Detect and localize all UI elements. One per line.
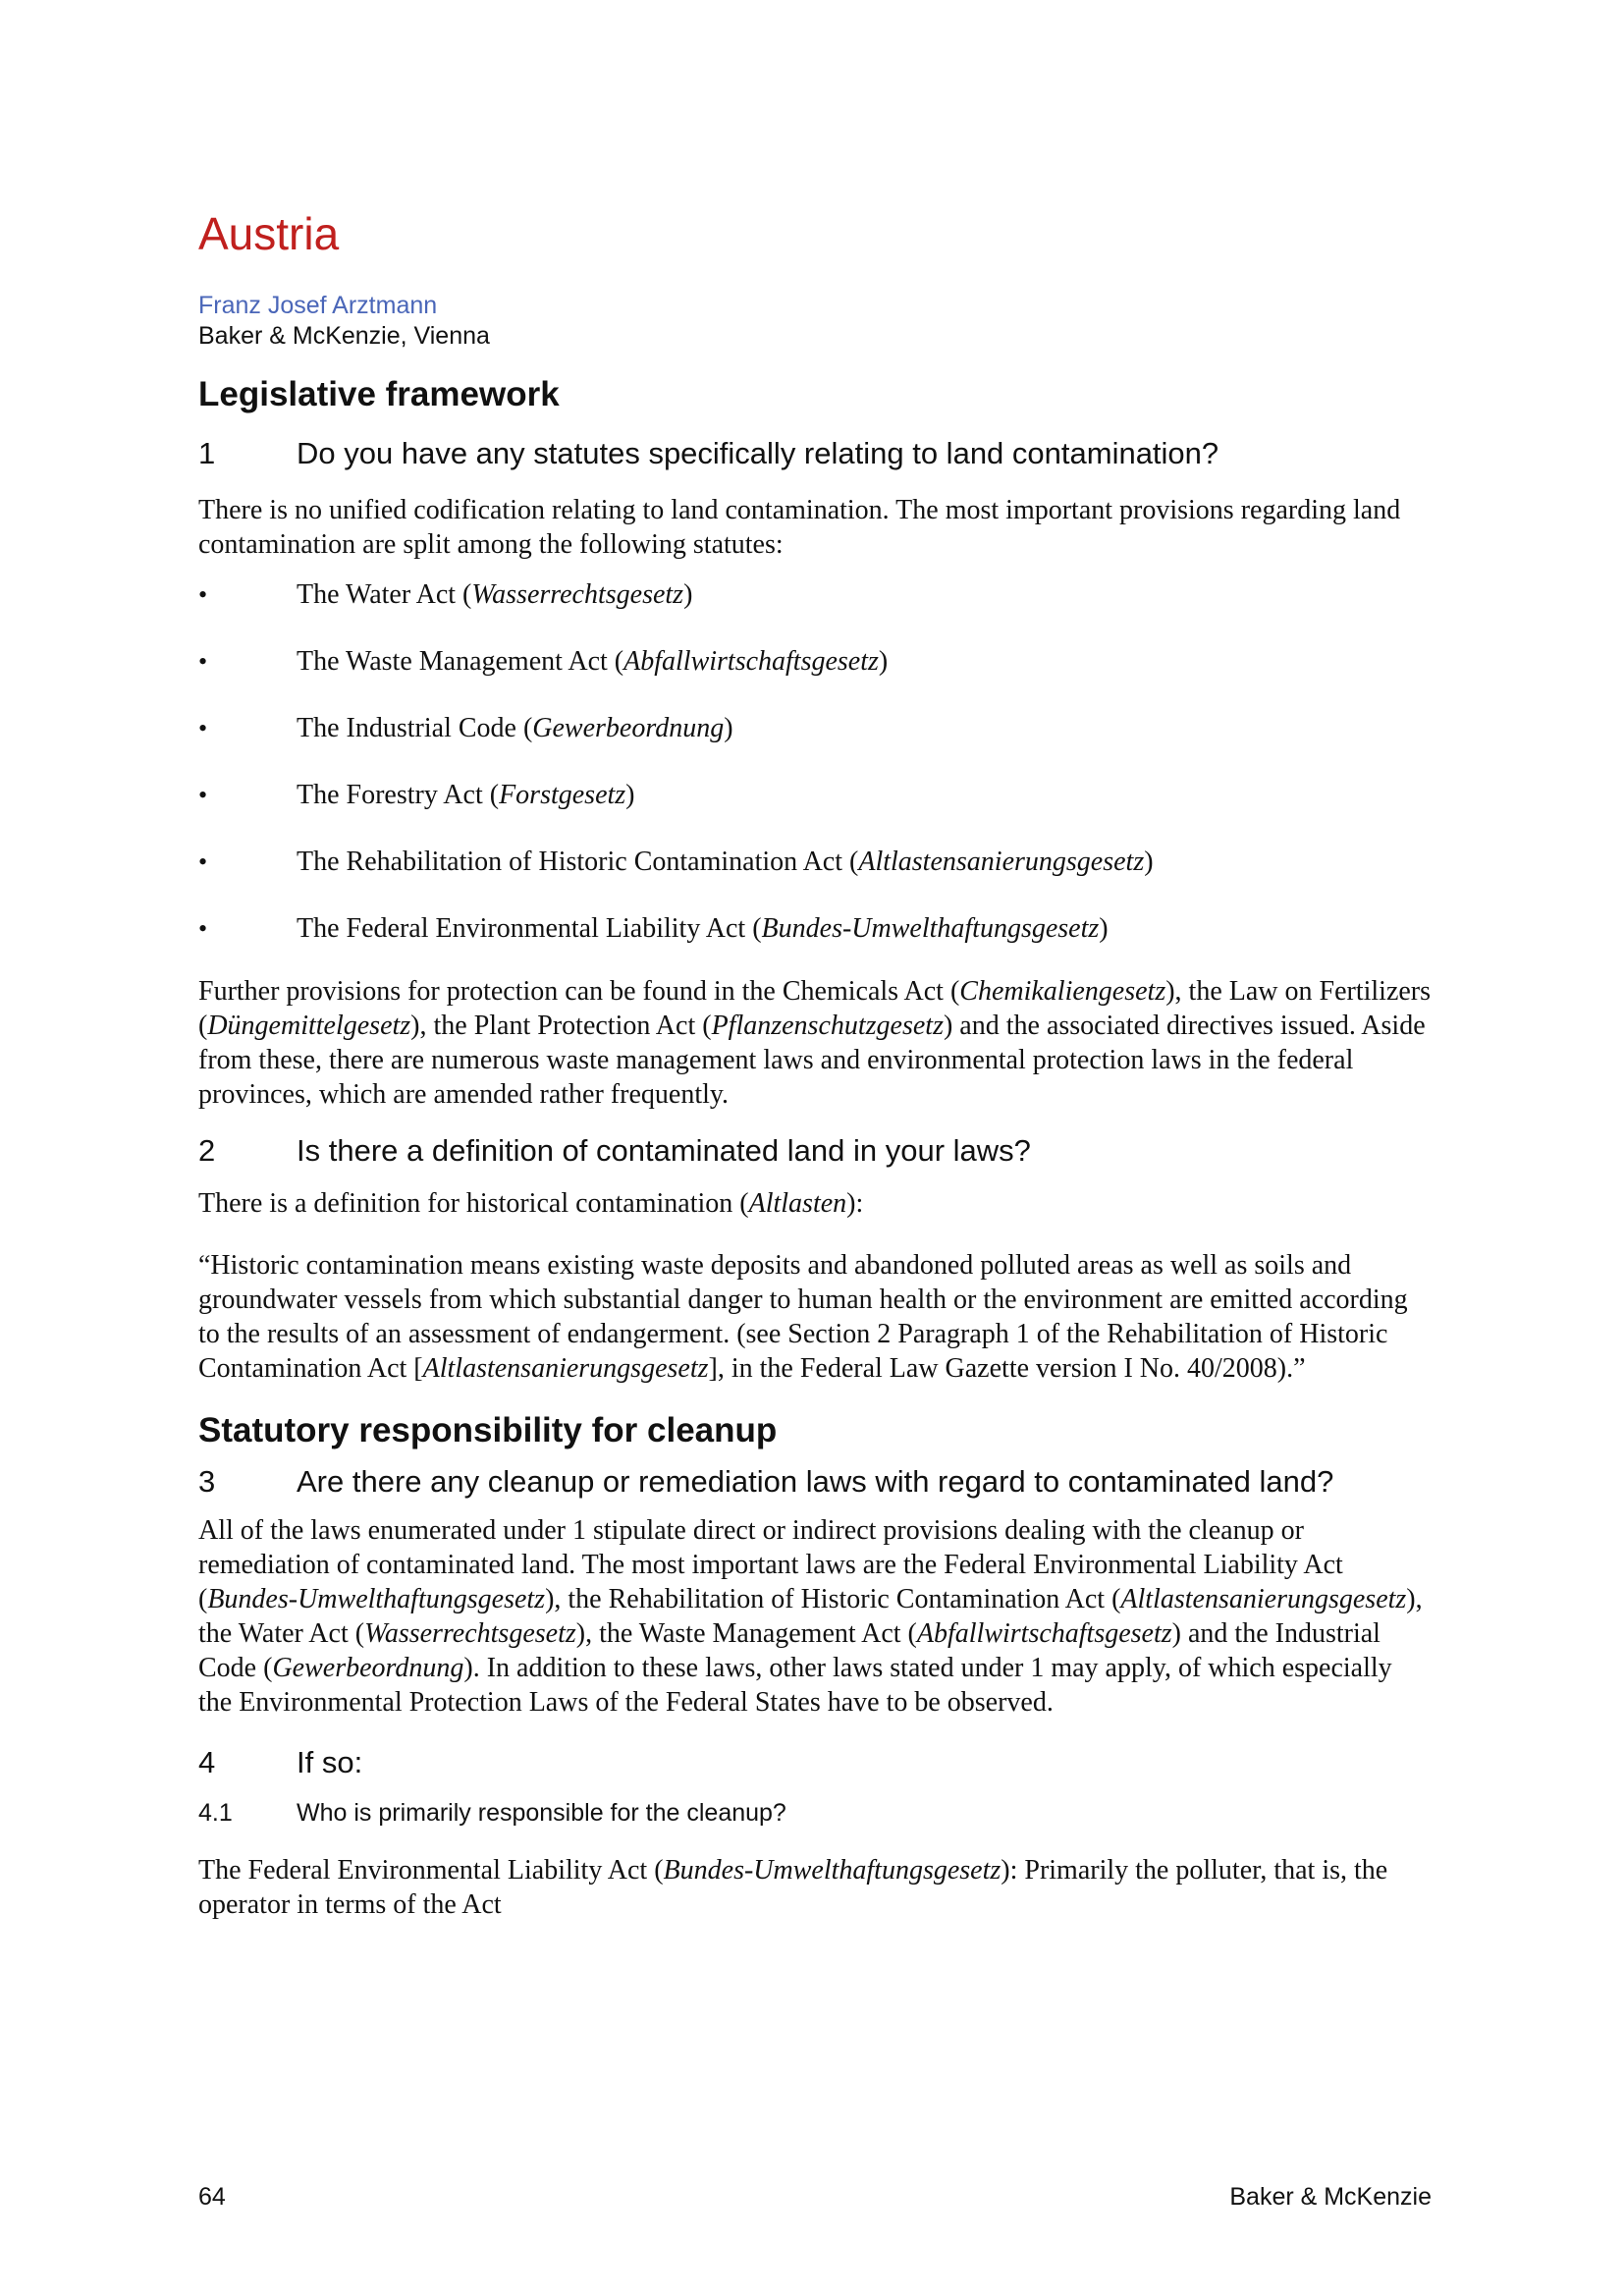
list-item: • The Rehabilitation of Historic Contamination Act (Altlastensanierungsgesetz) [198,845,1432,880]
list-item: • The Waste Management Act (Abfallwirtschaftsgesetz) [198,644,1432,680]
paragraph-further-provisions: Further provisions for protection can be found in the Chemicals Act (Chemikaliengesetz), the Law on Fertilizers (Düngemittelgesetz), the Plant Protection Act (Pflanzenschutzgesetz) and the associated directives issued. Aside from these, there are numerous waste management laws and environmental protection laws in the federal provinces, which are amended rather frequently. [198,976,1432,1110]
footer-publisher: Baker & McKenzie [1229,2183,1432,2211]
subquestion-text: Who is primarily responsible for the cleanup? [297,1799,786,1827]
question-text: If so: [297,1745,363,1779]
question-1 [198,434,1432,473]
document-page [198,206,1432,1922]
bullet-icon: • [198,647,208,676]
question-number: 3 [198,1464,216,1499]
list-item: • The Federal Environmental Liability Act (Bundes-Umwelthaftungsgesetz) [198,911,1432,947]
question-4-1 [198,1796,1432,1830]
section-heading-statutory-responsibility: Statutory responsibility for cleanup [198,1411,778,1449]
paragraph-intro: There is no unified codification relating to land contamination. The most important provisions regarding land contamination are split among the following statutes: [198,495,1401,560]
question-number: 2 [198,1133,216,1168]
question-4 [198,1743,1432,1782]
paragraph-quote: “Historic contamination means existing waste deposits and abandoned polluted areas as well as soils and groundwater vessels from which substantial danger to human health or the environment are emitted according to the results of an assessment of endangerment. (see Section 2 Paragraph 1 of the Rehabilitation of Historic Contamination Act [Altlastensanierungsgesetz], in the Federal Law Gazette version I No. 40/2008).” [198,1250,1408,1384]
statutes-list [198,577,1432,947]
subquestion-number: 4.1 [198,1799,233,1827]
bullet-icon: • [198,714,208,742]
paragraph-responsible-party: The Federal Environmental Liability Act (Bundes-Umwelthaftungsgesetz): Primarily the polluter, that is, the operator in terms of the Act [198,1855,1388,1920]
bullet-icon: • [198,914,208,943]
question-3 [198,1462,1432,1502]
page-number: 64 [198,2183,226,2211]
question-number: 4 [198,1745,216,1779]
bullet-icon: • [198,847,208,876]
question-text: Is there a definition of contaminated land in your laws? [297,1133,1031,1168]
question-2 [198,1131,1432,1171]
question-text: Are there any cleanup or remediation laws with regard to contaminated land? [297,1464,1334,1499]
firm-name: Baker & McKenzie, Vienna [198,322,490,350]
bullet-icon: • [198,580,208,609]
bullet-icon: • [198,781,208,809]
list-item: • The Forestry Act (Forstgesetz) [198,778,1432,813]
paragraph-definition: There is a definition for historical contamination (Altlasten): [198,1188,864,1219]
list-item: • The Water Act (Wasserrechtsgesetz) [198,577,1432,613]
author-name: Franz Josef Arztmann [198,292,438,319]
question-number: 1 [198,436,216,470]
paragraph-cleanup-laws: All of the laws enumerated under 1 stipulate direct or indirect provisions dealing with the cleanup or remediation of contaminated land. The most important laws are the Federal Environmental Liability Act (Bundes-Umwelthaftungsgesetz), the Rehabilitation of Historic Contamination Act (Altlastensanierungsgesetz), the Water Act (Wasserrechtsgesetz), the Waste Management Act (Abfallwirtschaftsgesetz) and the Industrial Code (Gewerbeordnung). In addition to these laws, other laws stated under 1 may apply, of which especially the Environmental Protection Laws of the Federal States have to be observed. [198,1515,1423,1718]
question-text: Do you have any statutes specifically relating to land contamination? [297,436,1219,470]
section-heading-legislative-framework: Legislative framework [198,375,560,413]
country-title: Austria [198,208,340,259]
list-item: • The Industrial Code (Gewerbeordnung) [198,711,1432,746]
